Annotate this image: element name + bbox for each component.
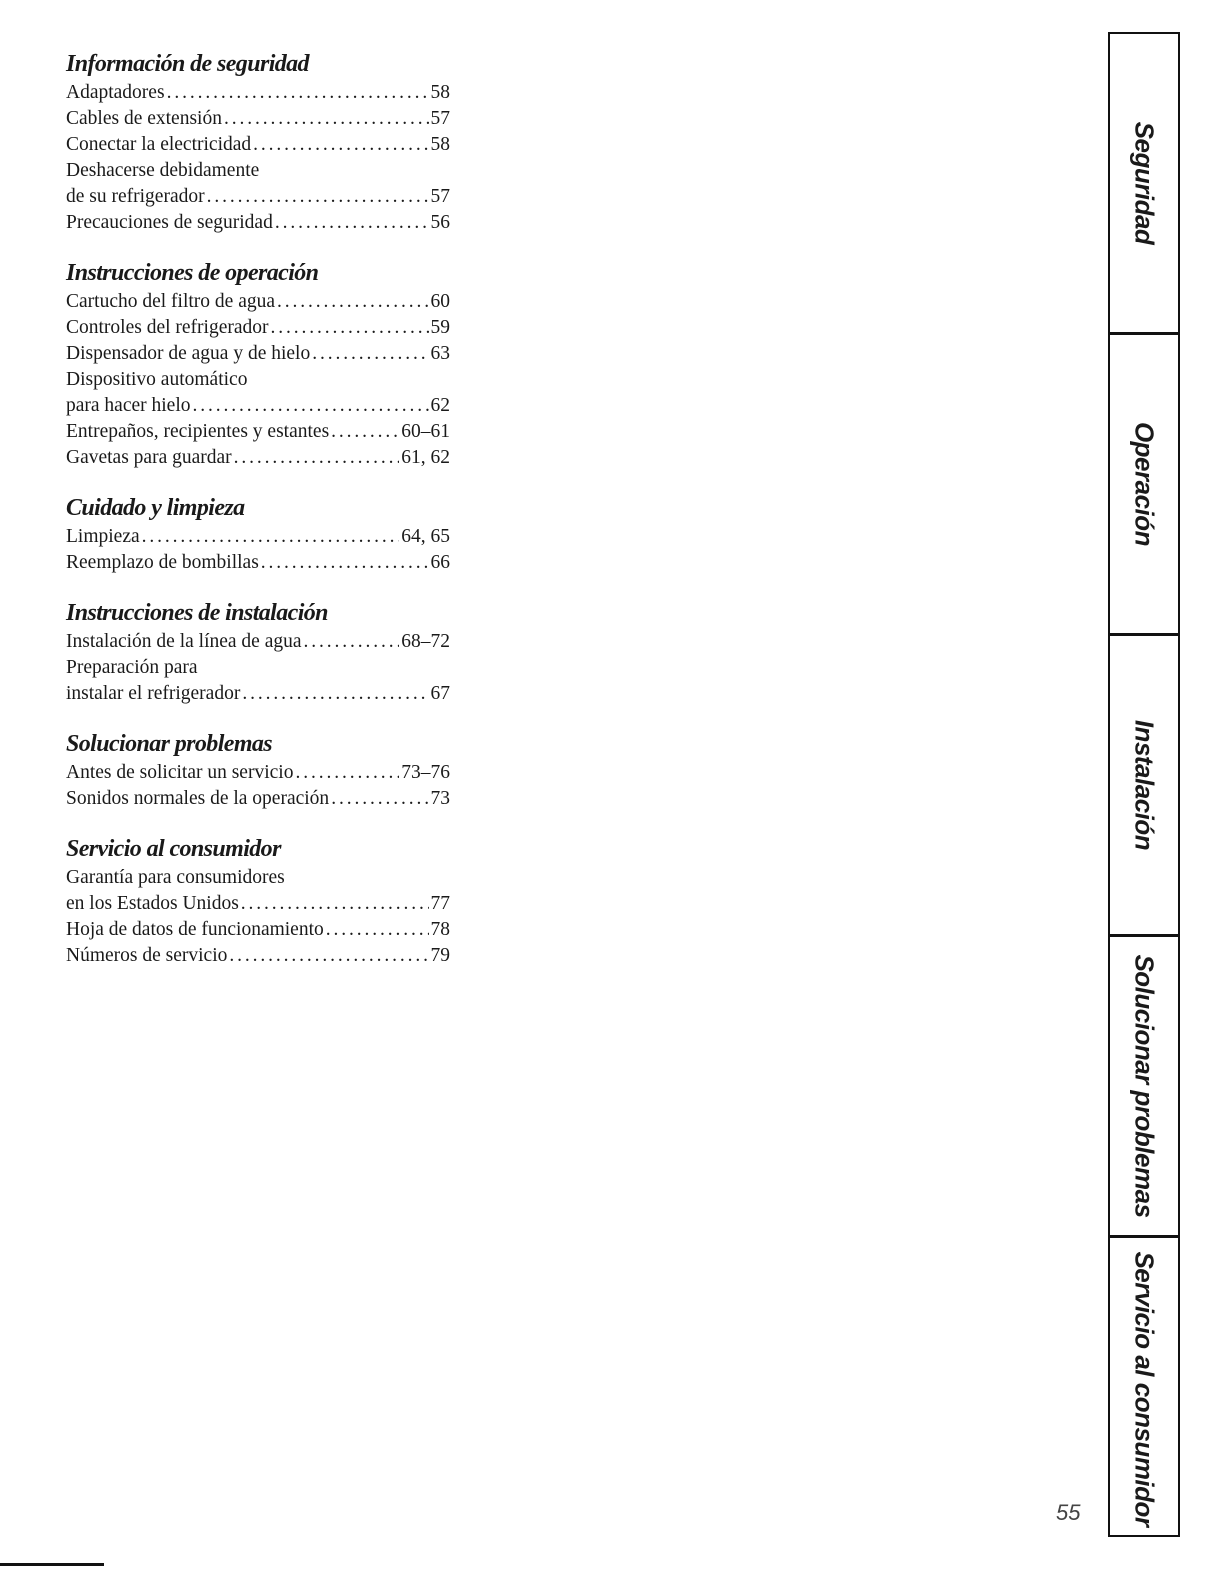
toc-section [66,257,450,471]
toc-entry[interactable] [66,289,450,315]
entry-text: instalar el refrigerador [66,683,241,704]
dot-leader [242,681,428,707]
entry-text: Precauciones de seguridad [66,212,273,233]
toc-entry[interactable] [66,524,450,550]
dot-leader [277,289,428,315]
entry-page: 62 [430,395,450,416]
entry-text-line1: Preparación para [66,657,198,678]
entry-page: 58 [430,134,450,155]
entry-text: Antes de solicitar un servicio [66,762,294,783]
tab-1[interactable] [1110,335,1178,636]
dot-leader [271,315,429,341]
entry-text: Números de servicio [66,945,228,966]
tab-label: Seguridad [1129,121,1160,245]
dot-leader [142,524,400,550]
entry-text: Conectar la electricidad [66,134,252,155]
tab-3[interactable] [1110,937,1178,1238]
entry-text: Sonidos normales de la operación [66,788,330,809]
toc-entry[interactable] [66,419,450,445]
dot-leader [224,106,429,132]
entry-page: 60 [430,291,450,312]
entry-text: Controles del refrigerador [66,317,269,338]
entry-page: 56 [430,212,450,233]
dot-leader [193,393,429,419]
section-tabs [1108,32,1180,1537]
entry-text-line1: Garantía para consumidores [66,867,285,888]
entry-page: 57 [430,186,450,207]
toc-entry[interactable] [66,210,450,236]
toc-section [66,492,450,576]
dot-leader [261,550,429,576]
dot-leader [312,341,428,367]
entry-page: 77 [430,893,450,914]
entry-text: de su refrigerador [66,186,205,207]
entry-page: 66 [430,552,450,573]
dot-leader [229,943,428,969]
entry-text-line1: Deshacerse debidamente [66,160,260,181]
entry-text: Cables de extensión [66,108,222,129]
section-title: Servicio al consumidor [66,836,281,862]
table-of-contents [66,48,450,990]
page-number: 55 [1056,1500,1081,1525]
tab-label: Instalación [1129,719,1160,851]
entry-text: Dispensador de agua y de hielo [66,343,311,364]
toc-entry[interactable] [66,865,450,917]
entry-page: 61, 62 [401,447,450,468]
footer-rule [0,1563,104,1566]
entry-text-line1: Dispositivo automático [66,369,248,390]
entry-page: 73 [430,788,450,809]
toc-entry[interactable] [66,367,450,419]
tab-label: Solucionar problemas [1129,954,1160,1218]
section-title: Solucionar problemas [66,731,273,757]
toc-entry[interactable] [66,106,450,132]
entry-text: Hoja de datos de funcionamiento [66,919,324,940]
dot-leader [253,132,428,158]
dot-leader [326,917,429,943]
toc-entry[interactable] [66,943,450,969]
entry-text: para hacer hielo [66,395,191,416]
toc-entry[interactable] [66,760,450,786]
entry-page: 79 [430,945,450,966]
section-title: Instrucciones de operación [66,260,319,286]
section-title: Instrucciones de instalación [66,600,328,626]
entry-page: 63 [430,343,450,364]
entry-page: 73–76 [401,762,450,783]
tab-0[interactable] [1110,34,1178,335]
toc-entry[interactable] [66,786,450,812]
entry-text: Instalación de la línea de agua [66,631,302,652]
tab-label: Servicio al consumidor [1129,1250,1160,1527]
toc-section [66,728,450,812]
toc-entry[interactable] [66,80,450,106]
toc-entry[interactable] [66,445,450,471]
dot-leader [304,629,400,655]
entry-page: 58 [430,82,450,103]
entry-page: 67 [430,683,450,704]
entry-text: Gavetas para guardar [66,447,232,468]
entry-page: 78 [430,919,450,940]
entry-page: 59 [430,317,450,338]
entry-text: Adaptadores [66,82,165,103]
toc-entry[interactable] [66,341,450,367]
section-title: Cuidado y limpieza [66,495,245,521]
toc-entry[interactable] [66,132,450,158]
dot-leader [331,786,428,812]
tab-label: Operación [1129,421,1160,547]
toc-entry[interactable] [66,315,450,341]
dot-leader [241,891,429,917]
section-title: Información de seguridad [66,51,309,77]
dot-leader [167,80,429,106]
entry-text: Cartucho del filtro de agua [66,291,276,312]
entry-text: Reemplazo de bombillas [66,552,259,573]
toc-section [66,48,450,236]
toc-section [66,833,450,969]
dot-leader [234,445,400,471]
toc-entry[interactable] [66,550,450,576]
tab-4[interactable] [1110,1238,1178,1539]
dot-leader [331,419,399,445]
entry-page: 64, 65 [401,526,450,547]
toc-entry[interactable] [66,629,450,655]
toc-entry[interactable] [66,158,450,210]
dot-leader [275,210,429,236]
toc-section [66,597,450,707]
entry-text: Entrepaños, recipientes y estantes [66,421,330,442]
entry-text: Limpieza [66,526,140,547]
entry-page: 68–72 [401,631,450,652]
entry-text: en los Estados Unidos [66,893,239,914]
dot-leader [295,760,399,786]
toc-entry[interactable] [66,917,450,943]
entry-page: 57 [430,108,450,129]
tab-2[interactable] [1110,636,1178,937]
dot-leader [207,184,429,210]
entry-page: 60–61 [401,421,450,442]
toc-entry[interactable] [66,655,450,707]
